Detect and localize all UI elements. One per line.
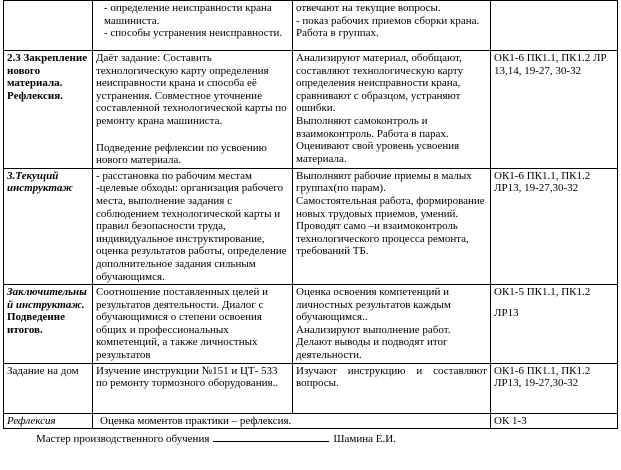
paragraph: Анализируют материал, обобщают, составляют технологическую карту определения неисправности крана, сравнивают с образцом, устраняют ошибки. bbox=[296, 52, 464, 115]
stage-title: Рефлексия bbox=[7, 414, 56, 427]
teacher-activity-cell bbox=[93, 168, 293, 284]
paragraph: Соотношение поставленных целей и результатов деятельности. Диалог с обучающимися о степени освоения общих и профессиональных компетенций, а также личностных результатов bbox=[96, 286, 269, 362]
student-activity-cell bbox=[293, 168, 491, 284]
stage-title: Задание на дом bbox=[7, 364, 79, 377]
teacher-activity-cell bbox=[93, 1, 293, 51]
paragraph: Оценка моментов практики – рефлексия. bbox=[100, 414, 292, 427]
competencies-cell bbox=[491, 363, 618, 413]
lesson-plan-table bbox=[3, 0, 618, 429]
table-row bbox=[4, 413, 618, 429]
paragraph: Оценивают свой уровень усвоения материала. bbox=[296, 140, 460, 165]
stage-title: Заключительный инструктаж. bbox=[7, 286, 87, 311]
paragraph: -целевые обходы: организация рабочего места, выполнение задания с соблюдением технологической карты и правил безопасности труда, индивидуальное инструктирование, оценка результатов работы, определение дополнительное задания сильным обучающимся. bbox=[96, 182, 287, 283]
table-row bbox=[4, 51, 618, 169]
activity-cell bbox=[93, 413, 491, 429]
signature-name: Шамина Е.И. bbox=[333, 433, 396, 445]
teacher-activity-cell bbox=[93, 363, 293, 413]
stage-cell bbox=[4, 1, 93, 51]
paragraph: Выполняют самоконтроль и взаимоконтроль. Работа в парах. bbox=[296, 114, 449, 140]
table-row bbox=[4, 285, 618, 364]
table-row bbox=[4, 168, 618, 284]
competencies-extra: ЛР13 bbox=[494, 306, 519, 319]
competencies-text: ОК1-6 ПК1.1, ПК1.2 ЛР 13,14, 19-27, 30-32 bbox=[494, 52, 607, 77]
table-row bbox=[4, 363, 618, 413]
competencies-cell bbox=[491, 1, 618, 51]
stage-title: 3.Текущий инструктаж bbox=[7, 169, 73, 195]
stage-title: 2.3 Закрепление нового материала. Рефлексия. bbox=[7, 52, 88, 102]
paragraph: Самостоятельная работа, формирование новых трудовых приемов, умений. bbox=[296, 194, 485, 220]
list-item: - показ рабочих приемов сборки крана. Работа в группах. bbox=[296, 14, 480, 40]
student-activity-cell bbox=[293, 285, 491, 364]
competencies-text: ОК 1-3 bbox=[494, 414, 527, 427]
list-item: - способы устранения неисправности. bbox=[104, 27, 283, 40]
competencies-text: ОК1-5 ПК1.1, ПК1.2 bbox=[494, 286, 591, 299]
competencies-cell bbox=[491, 168, 618, 284]
list-item: отвечают на текущие вопросы. bbox=[296, 2, 441, 14]
paragraph: Анализируют выполнение работ. Делают выводы и подводят итог деятельности. bbox=[296, 323, 451, 362]
teacher-activity-cell bbox=[93, 285, 293, 364]
paragraph: Изучение инструкции №151 и ЦТ- 533 по ремонту тормозного оборудования.. bbox=[96, 364, 279, 390]
stage-cell bbox=[4, 285, 93, 364]
stage-subtitle: Подведение итогов. bbox=[7, 311, 65, 336]
student-activity-cell bbox=[293, 1, 491, 51]
stage-cell bbox=[4, 51, 93, 169]
paragraph: Изучают инструкцию и составляют вопросы. bbox=[296, 364, 487, 390]
paragraph: - расстановка по рабочим местам bbox=[96, 169, 253, 182]
stage-cell bbox=[4, 413, 93, 429]
teacher-activity-cell bbox=[93, 51, 293, 169]
student-activity-cell bbox=[293, 51, 491, 169]
paragraph: Подведение рефлексии по усвоению нового материала. bbox=[96, 141, 267, 167]
competencies-cell bbox=[491, 285, 618, 364]
signature-label: Мастер производственного обучения bbox=[36, 433, 210, 445]
paragraph: Проводят само –и взаимоконтроль технологического процесса ремонта, требований ТБ. bbox=[296, 220, 469, 258]
competencies-cell bbox=[491, 413, 618, 429]
competencies-text: ОК1-6 ПК1.1, ПК1.2 ЛР13, 19-27,30-32 bbox=[494, 364, 591, 390]
list-item: - определение неисправности крана машиниста. bbox=[104, 2, 272, 27]
student-activity-cell bbox=[293, 363, 491, 413]
competencies-cell bbox=[491, 51, 618, 169]
table-row bbox=[4, 1, 618, 51]
paragraph: Выполняют рабочие приемы в малых группах(по парам). bbox=[296, 169, 472, 195]
paragraph: Даёт задание: Составить технологическую карту определения неисправности крана и способа её устранения. Совместное уточнение составленной технологической карты по ремонту крана машиниста. bbox=[96, 52, 287, 127]
stage-cell bbox=[4, 363, 93, 413]
stage-cell bbox=[4, 168, 93, 284]
competencies-text: ОК1-6 ПК1.1, ПК1.2 ЛР13, 19-27,30-32 bbox=[494, 169, 591, 195]
signature-line bbox=[36, 431, 396, 445]
paragraph: Оценка освоения компетенций и личностных результатов каждым обучающимся.. bbox=[296, 286, 451, 324]
signature-blank bbox=[213, 431, 329, 442]
